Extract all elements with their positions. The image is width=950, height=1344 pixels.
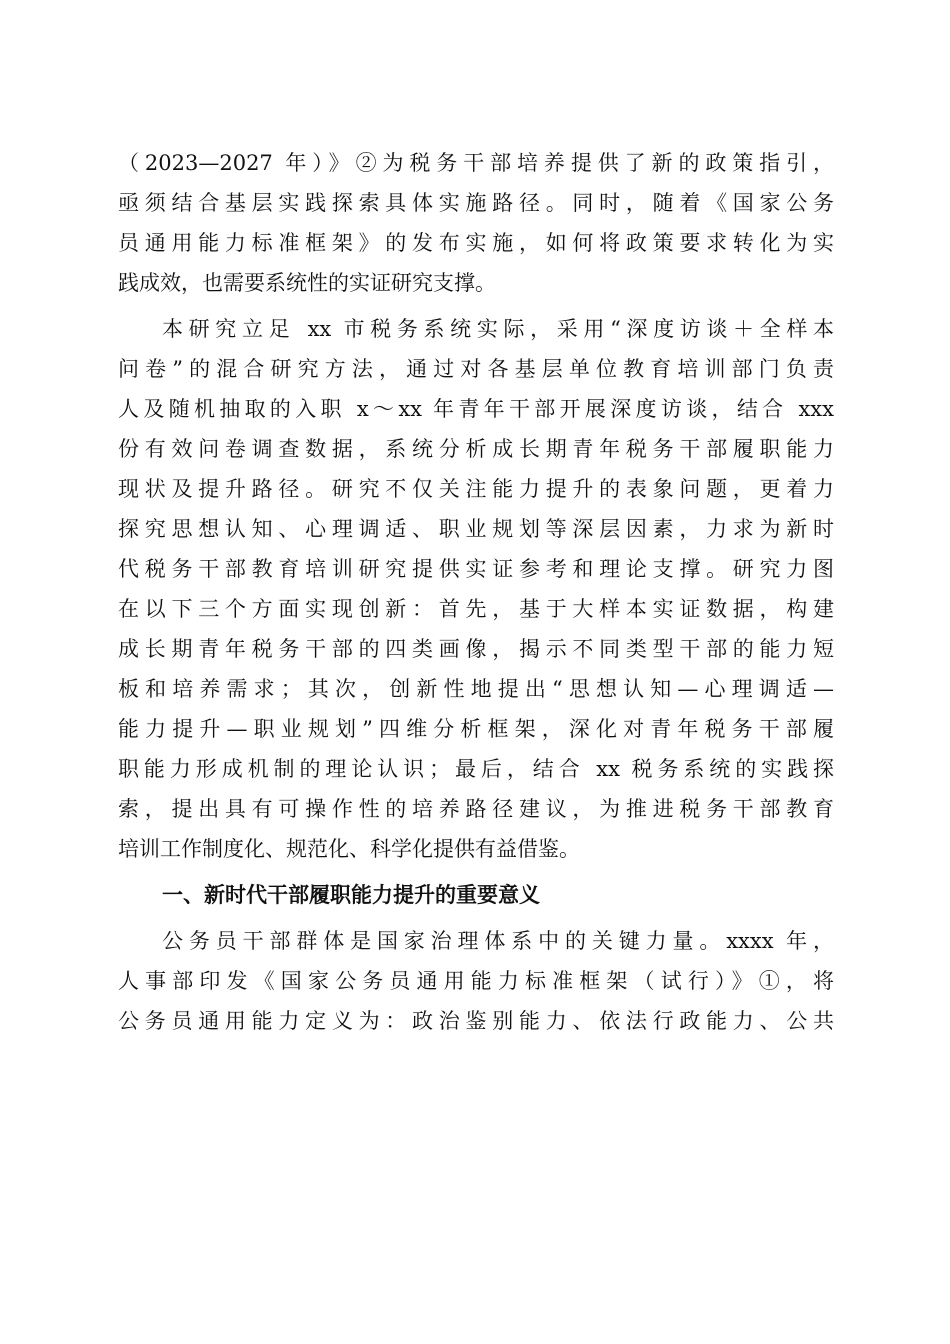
text-line: 亟须结合基层实践探索具体实施路径。同时，随着《国家公务 bbox=[118, 191, 834, 215]
paragraph-research-overview bbox=[118, 309, 834, 869]
section-heading: 一、新时代干部履职能力提升的重要意义 bbox=[162, 883, 540, 907]
text-line: 在以下三个方面实现创新：首先，基于大样本实证数据，构建 bbox=[118, 597, 834, 621]
text-line: 员通用能力标准框架》的发布实施，如何将政策要求转化为实 bbox=[118, 231, 834, 255]
text-line: 人事部印发《国家公务员通用能力标准框架（试行）》①，将 bbox=[118, 969, 834, 993]
text-line: 培训工作制度化、规范化、科学化提供有益借鉴。 bbox=[118, 837, 580, 861]
text-line: （2023—2027 年）》②为税务干部培养提供了新的政策指引， bbox=[118, 151, 834, 175]
text-line: 践成效，也需要系统性的实证研究支撑。 bbox=[118, 271, 496, 295]
paragraph-civil-servant-group bbox=[118, 921, 834, 1041]
text-line: 代税务干部教育培训研究提供实证参考和理论支撑。研究力图 bbox=[118, 557, 834, 581]
text-line: 现状及提升路径。研究不仅关注能力提升的表象问题，更着力 bbox=[118, 477, 834, 501]
text-line: 公务员干部群体是国家治理体系中的关键力量。xxxx 年， bbox=[162, 929, 834, 953]
text-line: 能力提升—职业规划”四维分析框架，深化对青年税务干部履 bbox=[118, 717, 834, 741]
text-line: 职能力形成机制的理论认识；最后，结合 xx 税务系统的实践探 bbox=[118, 757, 834, 781]
text-line: 本研究立足 xx 市税务系统实际，采用“深度访谈＋全样本 bbox=[162, 317, 834, 341]
text-line: 探究思想认知、心理调适、职业规划等深层因素，力求为新时 bbox=[118, 517, 834, 541]
text-line: 公务员通用能力定义为：政治鉴别能力、依法行政能力、公共 bbox=[118, 1009, 834, 1033]
text-line: 问卷”的混合研究方法，通过对各基层单位教育培训部门负责 bbox=[118, 357, 834, 381]
document-body bbox=[118, 143, 834, 1041]
text-line: 索，提出具有可操作性的培养路径建议，为推进税务干部教育 bbox=[118, 797, 834, 821]
text-line: 成长期青年税务干部的四类画像，揭示不同类型干部的能力短 bbox=[118, 637, 834, 661]
text-line: 人及随机抽取的入职 x～xx 年青年干部开展深度访谈，结合 xxx bbox=[118, 397, 834, 421]
paragraph-policy-context bbox=[118, 143, 834, 303]
text-line: 份有效问卷调查数据，系统分析成长期青年税务干部履职能力 bbox=[118, 437, 834, 461]
text-line: 板和培养需求；其次，创新性地提出“思想认知—心理调适— bbox=[118, 677, 834, 701]
